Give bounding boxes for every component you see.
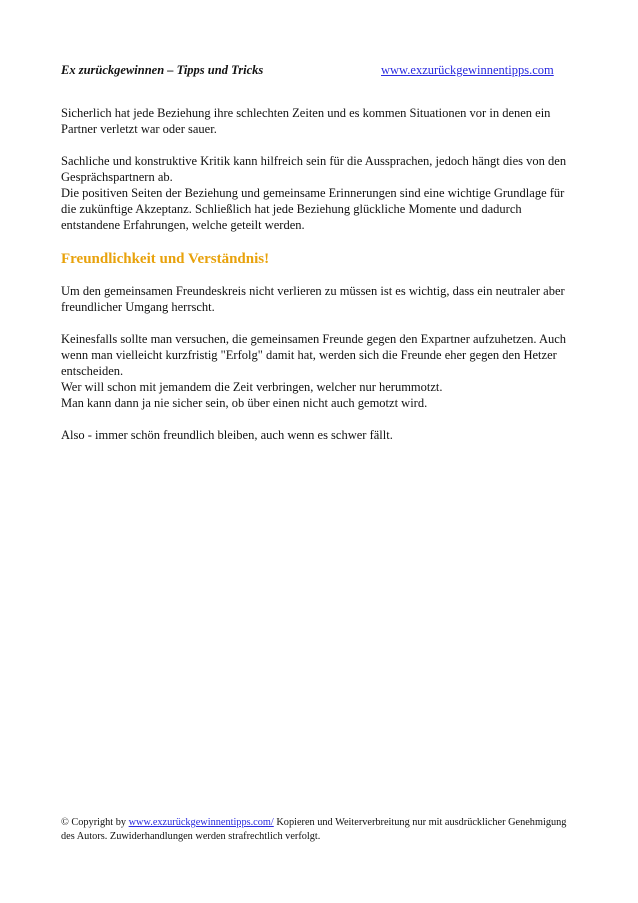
paragraph-closing: Also - immer schön freundlich bleiben, auch wenn es schwer fällt. [61,428,393,442]
paragraph-memories: Die positiven Seiten der Beziehung und gemeinsame Erinnerungen sind eine wichtige Grundlage für die zukünftige Akzeptanz. Schließlich hat jede Beziehung glückliche Momente und dadurch entstandene Erfahrungen, welche geteilt werden. [61,186,565,232]
header-title: Ex zurückgewinnen – Tipps und Tricks [61,63,264,77]
header-website-link[interactable]: www.exzurückgewinnentipps.com [381,63,554,77]
document-body [61,105,571,459]
paragraph-no-incitement: Keinesfalls sollte man versuchen, die gemeinsamen Freunde gegen den Expartner aufzuhetzen. Auch wenn man vielleicht kurzfristig "Erfolg" damit hat, werden sich die Freunde eher gegen den Hetzer entscheiden. [61,332,567,378]
paragraph-expartner [61,331,571,411]
paragraph-friends: Um den gemeinsamen Freundeskreis nicht verlieren zu müssen ist es wichtig, dass ein neutraler aber freundlicher Umgang herrscht. [61,284,565,314]
section-heading: Freundlichkeit und Verständnis! [61,251,270,267]
footer-copyright-text: Kopieren und Weiterverbreitung nur mit ausdrücklicher Genehmigung des Autors. Zuwiderhandlungen werden strafrechtlich verfolgt. [61,817,567,842]
paragraph-intro: Sicherlich hat jede Beziehung ihre schlechten Zeiten und es kommen Situationen vor in denen ein Partner verletzt war oder sauer. [61,106,551,136]
paragraph-grumbler: Wer will schon mit jemandem die Zeit verbringen, welcher nur herummotzt. [61,380,443,394]
paragraph-trust: Man kann dann ja nie sicher sein, ob über einen nicht auch gemotzt wird. [61,396,428,410]
paragraph-criticism-and-memories [61,153,571,233]
paragraph-criticism: Sachliche und konstruktive Kritik kann hilfreich sein für die Aussprachen, jedoch hängt dies von den Gesprächspartnern ab. [61,154,567,184]
footer-copyright-prefix: © Copyright by [61,817,129,828]
page-footer [61,816,571,844]
footer-website-link[interactable]: www.exzurückgewinnentipps.com/ [128,817,274,828]
page-header [61,62,566,78]
